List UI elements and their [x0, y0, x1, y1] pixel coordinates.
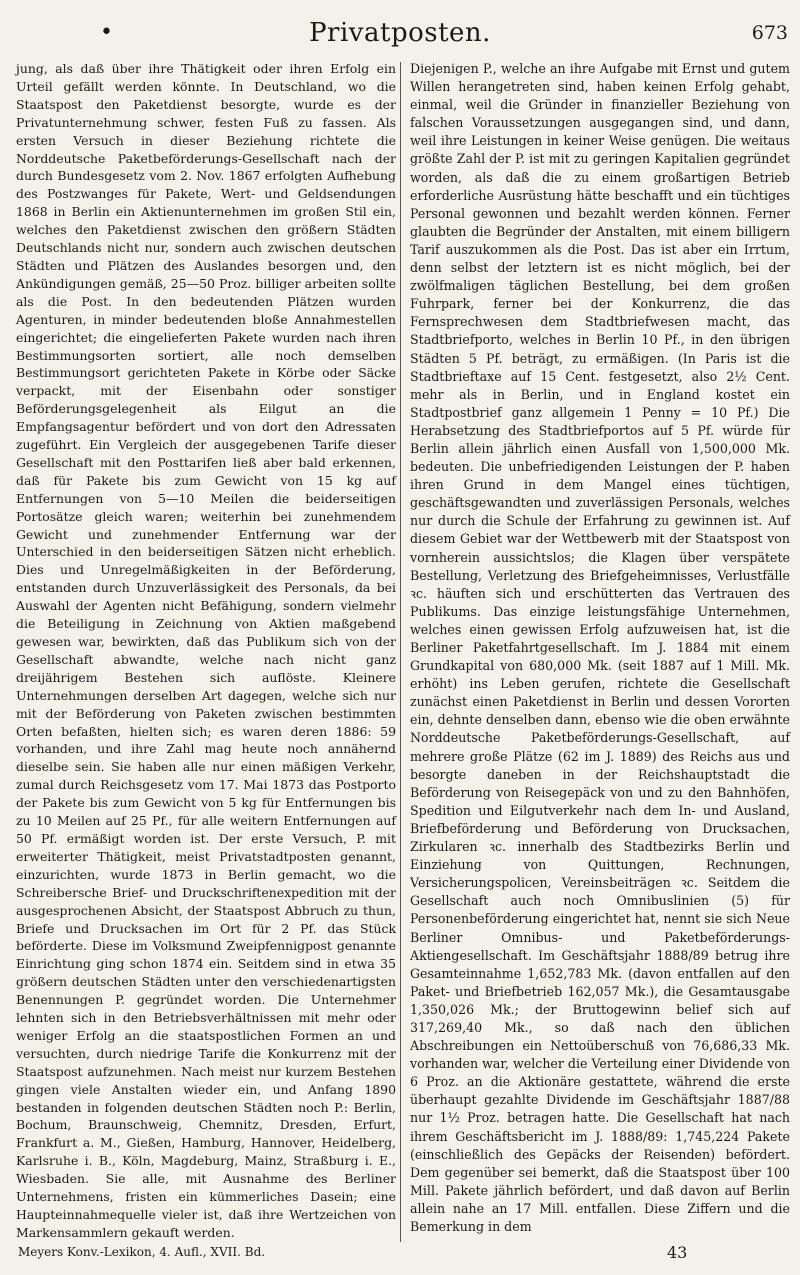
footer-source: Meyers Konv.-Lexikon, 4. Aufl., XVII. Bd.	[18, 1245, 266, 1259]
page-title: Privatposten.	[309, 18, 491, 48]
right-column	[410, 60, 790, 1236]
header-bullet: •	[100, 20, 113, 45]
page-number: 673	[751, 22, 788, 44]
left-column	[16, 60, 396, 1242]
column-divider	[400, 62, 401, 1242]
page-header	[0, 18, 800, 58]
left-column-text: jung, als daß über ihre Thätigkeit oder ihren Erfolg ein Urteil gefällt werden könnte. In Deutschland, wo die Staatspost den Paketdienst besorgte, wurde es der Privatunternehmung schwer, festen Fuß zu fassen. Als ersten Versuch in dieser Beziehung richtete die Norddeutsche Paketbeförderungs-Gesellschaft nach der durch Bundesgesetz vom 2. Nov. 1867 erfolgten Aufhebung des Postzwanges für Pakete, Wert- und Geldsendungen 1868 in Berlin ein Aktienunternehmen im großen Stil ein, welches den Paketdienst zwischen den größern Städten Deutschlands nicht nur, sondern auch zwischen deutschen Städten und Plätzen des Auslandes besorgen und, den Ankündigungen gemäß, 25—50 Proz. billiger arbeiten sollte als die Post. In den bedeutenden Plätzen wurden Agenturen, in minder bedeutenden bloße Annahmestellen eingerichtet; die eingelieferten Pakete wurden nach ihren Bestimmungsorten sortiert, alle noch demselben Bestimmungsort gerichteten Pakete in Körbe oder Säcke verpackt, mit der Eisenbahn oder sonstiger Beförderungsgelegenheit als Eilgut an die Empfangsagentur befördert und von dort den Adressaten zugeführt. Ein Vergleich der ausgegebenen Tarife dieser Gesellschaft mit den Posttarifen ließ aber bald erkennen, daß für Pakete bis zum Gewicht von 15 kg auf Entfernungen von 5—10 Meilen die beiderseitigen Portosätze gleich waren; weiterhin bei zunehmendem Gewicht und zunehmender Entfernung war der Unterschied in den beiderseitigen Sätzen nicht erheblich. Dies und Unregelmäßigkeiten in der Beförderung, entstanden durch Unzuverlässigkeit des Personals, da bei Auswahl der Agenten nicht Befähigung, sondern vielmehr die Beteiligung in Zeichnung von Aktien maßgebend gewesen war, bewirkten, daß das Publikum sich von der Gesellschaft abwandte, welche nach nicht ganz dreijährigem Bestehen sich auflöste. Kleinere Unternehmungen derselben Art dagegen, welche sich nur mit der Beförderung von Paketen zwischen bestimmten Orten befaßten, hielten sich; es waren deren 1886: 59 vorhanden, und ihre Zahl mag heute noch annähernd dieselbe sein. Sie haben alle nur einen mäßigen Verkehr, zumal durch Reichsgesetz vom 17. Mai 1873 das Postporto der Pakete bis zum Gewicht von 5 kg für Entfernungen bis zu 10 Meilen auf 25 Pf., für alle weitern Entfernungen auf 50 Pf. ermäßigt worden ist. Der erste Versuch, P. mit erweiterter Thätigkeit, meist Privatstadtposten genannt, einzurichten, wurde 1873 in Berlin gemacht, wo die Schreibersche Brief- und Druckschriftenexpedition mit der ausgesprochenen Absicht, der Staatspost Abbruch zu thun, Briefe und Drucksachen im Ort für 2 Pf. das Stück beförderte. Diese im Volksmund Zweipfennigpost genannte Einrichtung ging schon 1874 ein. Seitdem sind in etwa 35 größern deutschen Städten unter den verschiedenartigsten Benennungen P. gegründet worden. Die Unternehmer lehnten sich in den Betriebsverhältnissen mit mehr oder weniger Erfolg an die staatspostlichen Formen an und versuchten, durch niedrige Tarife die Konkurrenz mit der Staatspost aufzunehmen. Nach meist nur kurzem Bestehen gingen viele Anstalten wieder ein, und Anfang 1890 bestanden in folgenden deutschen Städten noch P.: Berlin, Bochum, Braunschweig, Chemnitz, Dresden, Erfurt, Frankfurt a. M., Gießen, Hamburg, Hannover, Heidelberg, Karlsruhe i. B., Köln, Magdeburg, Mainz, Straßburg i. E., Wiesbaden. Sie alle, mit Ausnahme des Berliner Unternehmens, fristen ein kümmerliches Dasein; eine Haupteinnahmequelle vieler ist, daß ihre Wertzeichen von Markensammlern gekauft werden.	[16, 61, 396, 1240]
page-footer	[0, 1245, 800, 1267]
right-column-text: Diejenigen P., welche an ihre Aufgabe mit Ernst und gutem Willen herangetreten sind, haben keinen Erfolg gehabt, einmal, weil die Gründer in finanzieller Beziehung von falschen Voraussetzungen ausgegangen sind, und dann, weil ihre Leistungen in keiner Weise genügen. Die weitaus größte Zahl der P. ist mit zu geringen Kapitalien gegründet worden, als daß die zu einem großartigen Betrieb erforderliche Ausrüstung hätte beschafft und ein tüchtiges Personal gewonnen und bezahlt werden können. Ferner glaubten die Begründer der Anstalten, mit einem billigern Tarif auszukommen als die Post. Das ist aber ein Irrtum, denn selbst der letztern ist es nicht möglich, bei der zwölfmaligen täglichen Bestellung, bei dem großen Fuhrpark, ferner bei der Konkurrenz, die das Fernsprechwesen dem Stadtbriefwesen macht, das Stadtbriefporto, welches in Berlin 10 Pf., in den übrigen Städten 5 Pf. beträgt, zu ermäßigen. (In Paris ist die Stadtbrieftaxe auf 15 Cent. festgesetzt, also 2½ Cent. mehr als in Berlin, und in England kostet ein Stadtpostbrief ganz allgemein 1 Penny = 10 Pf.) Die Herabsetzung des Stadtbriefportos auf 5 Pf. würde für Berlin allein jährlich einen Ausfall von 1,500,000 Mk. bedeuten. Die unbefriedigenden Leistungen der P. haben ihren Grund in dem Mangel eines tüchtigen, geschäftsgewandten und zuverlässigen Personals, welches nur durch die Schule der Erfahrung zu gewinnen ist. Auf diesem Gebiet war der Wettbewerb mit der Staatspost von vornherein aussichtslos; die Klagen über verspätete Bestellung, Verletzung des Briefgeheimnisses, Verlustfälle ꝛc. häuften sich und erschütterten das Vertrauen des Publikums. Das einzige leistungsfähige Unternehmen, welches einen gewissen Erfolg aufzuweisen hat, ist die Berliner Paketfahrtgesellschaft. Im J. 1884 mit einem Grundkapital von 680,000 Mk. (seit 1887 auf 1 Mill. Mk. erhöht) ins Leben gerufen, richtete die Gesellschaft zunächst einen Paketdienst in Berlin und dessen Vororten ein, dehnte denselben dann, ebenso wie die oben erwähnte Norddeutsche Paketbeförderungs-Gesellschaft, auf mehrere große Plätze (62 im J. 1889) des Reichs aus und besorgte daneben in der Reichshauptstadt die Beförderung von Reisegepäck von und zu den Bahnhöfen, Spedition und Eilgutverkehr nach dem In- und Ausland, Briefbeförderung und Beförderung von Drucksachen, Zirkularen ꝛc. innerhalb des Stadtbezirks Berlin und Einziehung von Quittungen, Rechnungen, Versicherungspolicen, Vereinsbeiträgen ꝛc. Seitdem die Gesellschaft auch noch Omnibuslinien (5) für Personenbeförderung eingerichtet hat, nennt sie sich Neue Berliner Omnibus- und Paketbeförderungs-Aktiengesellschaft. Im Geschäftsjahr 1888/89 betrug ihre Gesamteinnahme 1,652,783 Mk. (davon entfallen auf den Paket- und Briefbetrieb 162,057 Mk.), die Gesamtausgabe 1,350,026 Mk.; der Bruttogewinn belief sich auf 317,269,40 Mk., so daß nach den üblichen Abschreibungen ein Nettoüberschuß von 76,686,33 Mk. vorhanden war, welcher die Verteilung einer Dividende von 6 Proz. an die Aktionäre gestattete, während die erste überhaupt gezahlte Dividende im Geschäftsjahr 1887/88 nur 1½ Proz. betragen hatte. Die Gesellschaft hat nach ihrem Geschäftsbericht im J. 1888/89: 1,745,224 Pakete (einschließlich des Gepäcks der Reisenden) befördert. Dem gegenüber sei bemerkt, daß die Staatspost über 100 Mill. Pakete jährlich befördert, und daß davon auf Berlin allein nahe an 17 Mill. entfallen. Diese Ziffern und die Bemerkung in dem	[410, 61, 791, 1234]
footer-signature: 43	[667, 1243, 688, 1262]
